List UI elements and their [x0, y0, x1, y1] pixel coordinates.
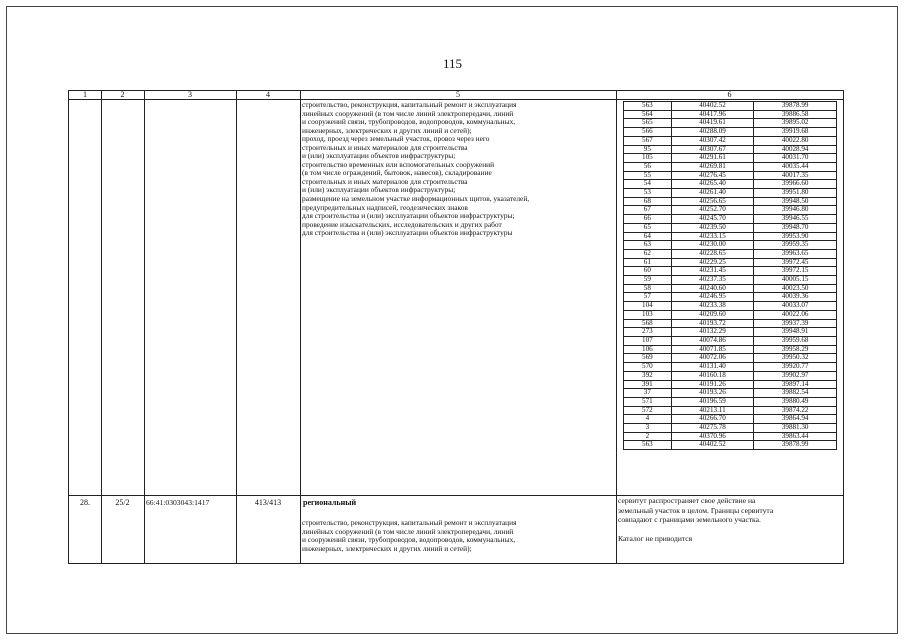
text-line: для строительства и (или) эксплуатации объектов инфраструктуры; [302, 211, 515, 221]
y-coordinate: 40017.35 [754, 171, 837, 180]
point-number: 107 [624, 336, 672, 345]
coordinate-row [624, 102, 837, 111]
column-divider [236, 91, 237, 563]
zone-number: 25/2 [115, 498, 130, 507]
y-coordinate: 40023.50 [754, 284, 837, 293]
text-line: строительных и иных материалов для строительства [302, 176, 468, 186]
coordinate-row [624, 302, 837, 311]
point-number: 566 [624, 128, 672, 137]
y-coordinate: 39946.55 [754, 215, 837, 224]
area-value: 413/413 [254, 498, 282, 507]
y-coordinate: 39895.02 [754, 119, 837, 128]
header-col-1: 1 [83, 90, 87, 99]
text-line: строительных и иных материалов для строительства [302, 142, 468, 152]
point-number: 273 [624, 328, 672, 337]
x-coordinate: 40233.38 [671, 302, 754, 311]
point-number: 565 [624, 119, 672, 128]
y-coordinate: 39950.32 [754, 354, 837, 363]
x-coordinate: 40417.96 [671, 110, 754, 119]
y-coordinate: 39863.44 [754, 432, 837, 441]
x-coordinate: 40370.96 [671, 432, 754, 441]
y-coordinate: 39948.91 [754, 328, 837, 337]
y-coordinate: 39972.45 [754, 258, 837, 267]
point-number: 103 [624, 310, 672, 319]
y-coordinate: 39958.29 [754, 345, 837, 354]
coordinate-row [624, 136, 837, 145]
y-coordinate: 39946.80 [754, 206, 837, 215]
coordinate-row [624, 389, 837, 398]
y-coordinate: 40028.94 [754, 145, 837, 154]
column-divider [300, 91, 301, 563]
y-coordinate: 39919.68 [754, 128, 837, 137]
x-coordinate: 40419.61 [671, 119, 754, 128]
y-coordinate: 40022.80 [754, 136, 837, 145]
y-coordinate: 39902.97 [754, 371, 837, 380]
y-coordinate: 39948.70 [754, 223, 837, 232]
x-coordinate: 40196.59 [671, 397, 754, 406]
text-line: строительство, реконструкция, капитальный ремонт и эксплуатация [302, 518, 517, 527]
text-line: линейных сооружений (в том числе линий электропередачи, линий [302, 526, 514, 536]
y-coordinate: 39953.90 [754, 232, 837, 241]
point-number: 61 [624, 258, 672, 267]
page-number: 115 [442, 56, 463, 71]
y-coordinate: 39878.99 [754, 441, 837, 450]
text-line: предупредительных надписей, геодезических знаков [302, 202, 468, 212]
y-coordinate: 40033.07 [754, 302, 837, 311]
point-number: 3 [624, 424, 672, 433]
point-number: 106 [624, 345, 672, 354]
coordinate-row [624, 215, 837, 224]
cadastral-number: 66:41:0303043:1417 [146, 498, 210, 507]
purpose-text [302, 101, 612, 238]
coordinate-row [624, 189, 837, 198]
y-coordinate: 39951.80 [754, 189, 837, 198]
x-coordinate: 40266.70 [671, 415, 754, 424]
point-number: 563 [624, 102, 672, 111]
coordinate-row [624, 110, 837, 119]
point-number: 65 [624, 223, 672, 232]
text-line: и сооружений связи, трубопроводов, водопроводов, коммунальных, [302, 535, 516, 545]
point-number: 572 [624, 406, 672, 415]
coordinate-row [624, 232, 837, 241]
point-number: 55 [624, 171, 672, 180]
header-col-2: 2 [120, 90, 125, 99]
y-coordinate: 39880.49 [754, 397, 837, 406]
x-coordinate: 40193.72 [671, 319, 754, 328]
x-coordinate: 40193.26 [671, 389, 754, 398]
x-coordinate: 40191.26 [671, 380, 754, 389]
row-number: 28. [80, 498, 90, 507]
y-coordinate: 39874.22 [754, 406, 837, 415]
y-coordinate: 39963.65 [754, 249, 837, 258]
x-coordinate: 40160.18 [671, 371, 754, 380]
note-line: земельный участок в целом. Границы сервитута [618, 505, 774, 515]
y-coordinate: 39882.54 [754, 389, 837, 398]
coordinate-row [624, 310, 837, 319]
column-divider [616, 91, 617, 563]
header-col-3: 3 [188, 90, 192, 99]
y-coordinate: 39972.15 [754, 267, 837, 276]
x-coordinate: 40213.11 [671, 406, 754, 415]
point-number: 66 [624, 215, 672, 224]
column-divider [101, 91, 102, 563]
x-coordinate: 40246.95 [671, 293, 754, 302]
text-line: инженерных, электрических и других линий и сетей); [302, 125, 472, 135]
y-coordinate: 40005.15 [754, 276, 837, 285]
coordinate-row [624, 424, 837, 433]
note-line [618, 525, 842, 535]
point-number: 571 [624, 397, 672, 406]
coordinate-row [624, 319, 837, 328]
coordinate-row [624, 197, 837, 206]
coordinate-row [624, 267, 837, 276]
y-coordinate: 39878.99 [754, 102, 837, 111]
x-coordinate: 40229.25 [671, 258, 754, 267]
text-line: линейных сооружений (в том числе линий электропередачи, линий [302, 108, 514, 118]
y-coordinate: 39897.14 [754, 380, 837, 389]
x-coordinate: 40209.60 [671, 310, 754, 319]
x-coordinate: 40228.65 [671, 249, 754, 258]
coordinate-row [624, 441, 837, 450]
x-coordinate: 40265.40 [671, 180, 754, 189]
text-line: строительство временных или вспомогательных сооружений [302, 159, 495, 169]
note-line: сервитут распространяет свое действие на [618, 496, 756, 505]
coordinate-row [624, 276, 837, 285]
x-coordinate: 40402.52 [671, 441, 754, 450]
y-coordinate: 39920.77 [754, 363, 837, 372]
x-coordinate: 40402.52 [671, 102, 754, 111]
x-coordinate: 40307.42 [671, 136, 754, 145]
y-coordinate: 40039.36 [754, 293, 837, 302]
coordinate-row [624, 397, 837, 406]
coordinate-row [624, 128, 837, 137]
text-line: инженерных, электрических и других линий и сетей); [302, 543, 472, 553]
x-coordinate: 40074.86 [671, 336, 754, 345]
x-coordinate: 40071.85 [671, 345, 754, 354]
x-coordinate: 40072.06 [671, 354, 754, 363]
point-number: 563 [624, 441, 672, 450]
y-coordinate: 40031.70 [754, 154, 837, 163]
x-coordinate: 40237.35 [671, 276, 754, 285]
point-number: 568 [624, 319, 672, 328]
coordinate-row [624, 241, 837, 250]
header-col-5: 5 [456, 90, 460, 99]
point-number: 2 [624, 432, 672, 441]
coordinate-row [624, 336, 837, 345]
note-line: совпадают с границами земельного участка. [618, 515, 761, 525]
point-number: 56 [624, 162, 672, 171]
x-coordinate: 40131.40 [671, 363, 754, 372]
boundary-note [618, 496, 842, 544]
coordinate-row [624, 206, 837, 215]
point-number: 63 [624, 241, 672, 250]
y-coordinate: 40022.06 [754, 310, 837, 319]
purpose-text-row28 [302, 519, 612, 553]
point-number: 58 [624, 284, 672, 293]
text-line: размещение на земельном участке информационных щитов, указателей, [302, 194, 530, 204]
point-number: 60 [624, 267, 672, 276]
y-coordinate: 39966.60 [754, 180, 837, 189]
coordinate-row [624, 406, 837, 415]
coordinate-row [624, 223, 837, 232]
y-coordinate: 39959.35 [754, 241, 837, 250]
point-number: 570 [624, 363, 672, 372]
registry-table [68, 90, 844, 564]
coordinate-row [624, 162, 837, 171]
point-number: 567 [624, 136, 672, 145]
point-number: 54 [624, 180, 672, 189]
coordinate-row [624, 415, 837, 424]
text-line: строительство, реконструкция, капитальный ремонт и эксплуатация [302, 100, 517, 109]
header-col-6: 6 [727, 90, 732, 99]
coordinate-row [624, 119, 837, 128]
x-coordinate: 40288.09 [671, 128, 754, 137]
y-coordinate: 39881.30 [754, 424, 837, 433]
point-number: 67 [624, 206, 672, 215]
coordinate-row [624, 145, 837, 154]
point-number: 53 [624, 189, 672, 198]
x-coordinate: 40275.78 [671, 424, 754, 433]
x-coordinate: 40256.65 [671, 197, 754, 206]
point-number: 68 [624, 197, 672, 206]
y-coordinate: 39864.94 [754, 415, 837, 424]
coordinate-row [624, 258, 837, 267]
servitude-type: региональный [303, 498, 357, 507]
point-number: 95 [624, 145, 672, 154]
coordinate-row [624, 354, 837, 363]
x-coordinate: 40231.45 [671, 267, 754, 276]
coordinate-row [624, 380, 837, 389]
coordinate-row [624, 154, 837, 163]
text-line: (в том числе ограждений, бытовок, навесов), складирование [302, 168, 492, 178]
point-number: 391 [624, 380, 672, 389]
coordinate-row [624, 293, 837, 302]
coordinate-row [624, 371, 837, 380]
coordinate-row [624, 284, 837, 293]
x-coordinate: 40276.45 [671, 171, 754, 180]
coordinate-row [624, 171, 837, 180]
text-line: и (или) эксплуатации объектов инфраструктуры; [302, 185, 456, 195]
point-number: 37 [624, 389, 672, 398]
point-number: 57 [624, 293, 672, 302]
point-number: 105 [624, 154, 672, 163]
coordinate-row [624, 432, 837, 441]
x-coordinate: 40261.40 [671, 189, 754, 198]
header-col-4: 4 [266, 90, 270, 99]
coordinate-row [624, 363, 837, 372]
coordinate-row [624, 249, 837, 258]
text-line: и (или) эксплуатации объектов инфраструктуры; [302, 151, 456, 161]
x-coordinate: 40307.67 [671, 145, 754, 154]
y-coordinate: 39937.39 [754, 319, 837, 328]
text-line: проведение изыскательских, исследовательских и других работ [302, 219, 502, 229]
x-coordinate: 40239.50 [671, 223, 754, 232]
note-line: Каталог не приводится [618, 534, 693, 544]
coordinate-row [624, 345, 837, 354]
y-coordinate: 39948.50 [754, 197, 837, 206]
point-number: 569 [624, 354, 672, 363]
text-line: и сооружений связи, трубопроводов, водопроводов, коммунальных, [302, 117, 516, 127]
coordinate-table [623, 101, 837, 450]
point-number: 392 [624, 371, 672, 380]
point-number: 4 [624, 415, 672, 424]
x-coordinate: 40269.81 [671, 162, 754, 171]
y-coordinate: 40035.44 [754, 162, 837, 171]
point-number: 104 [624, 302, 672, 311]
point-number: 62 [624, 249, 672, 258]
point-number: 564 [624, 110, 672, 119]
x-coordinate: 40233.15 [671, 232, 754, 241]
text-line: для строительства и (или) эксплуатации объектов инфраструктуры [302, 228, 513, 238]
x-coordinate: 40252.70 [671, 206, 754, 215]
point-number: 59 [624, 276, 672, 285]
coordinate-row [624, 180, 837, 189]
x-coordinate: 40240.60 [671, 284, 754, 293]
x-coordinate: 40132.29 [671, 328, 754, 337]
x-coordinate: 40291.61 [671, 154, 754, 163]
point-number: 64 [624, 232, 672, 241]
column-divider [144, 91, 145, 563]
coordinate-row [624, 328, 837, 337]
text-line: проход, проезд через земельный участок, провоз через него [302, 134, 490, 144]
x-coordinate: 40230.00 [671, 241, 754, 250]
y-coordinate: 39959.68 [754, 336, 837, 345]
y-coordinate: 39886.58 [754, 110, 837, 119]
x-coordinate: 40245.70 [671, 215, 754, 224]
